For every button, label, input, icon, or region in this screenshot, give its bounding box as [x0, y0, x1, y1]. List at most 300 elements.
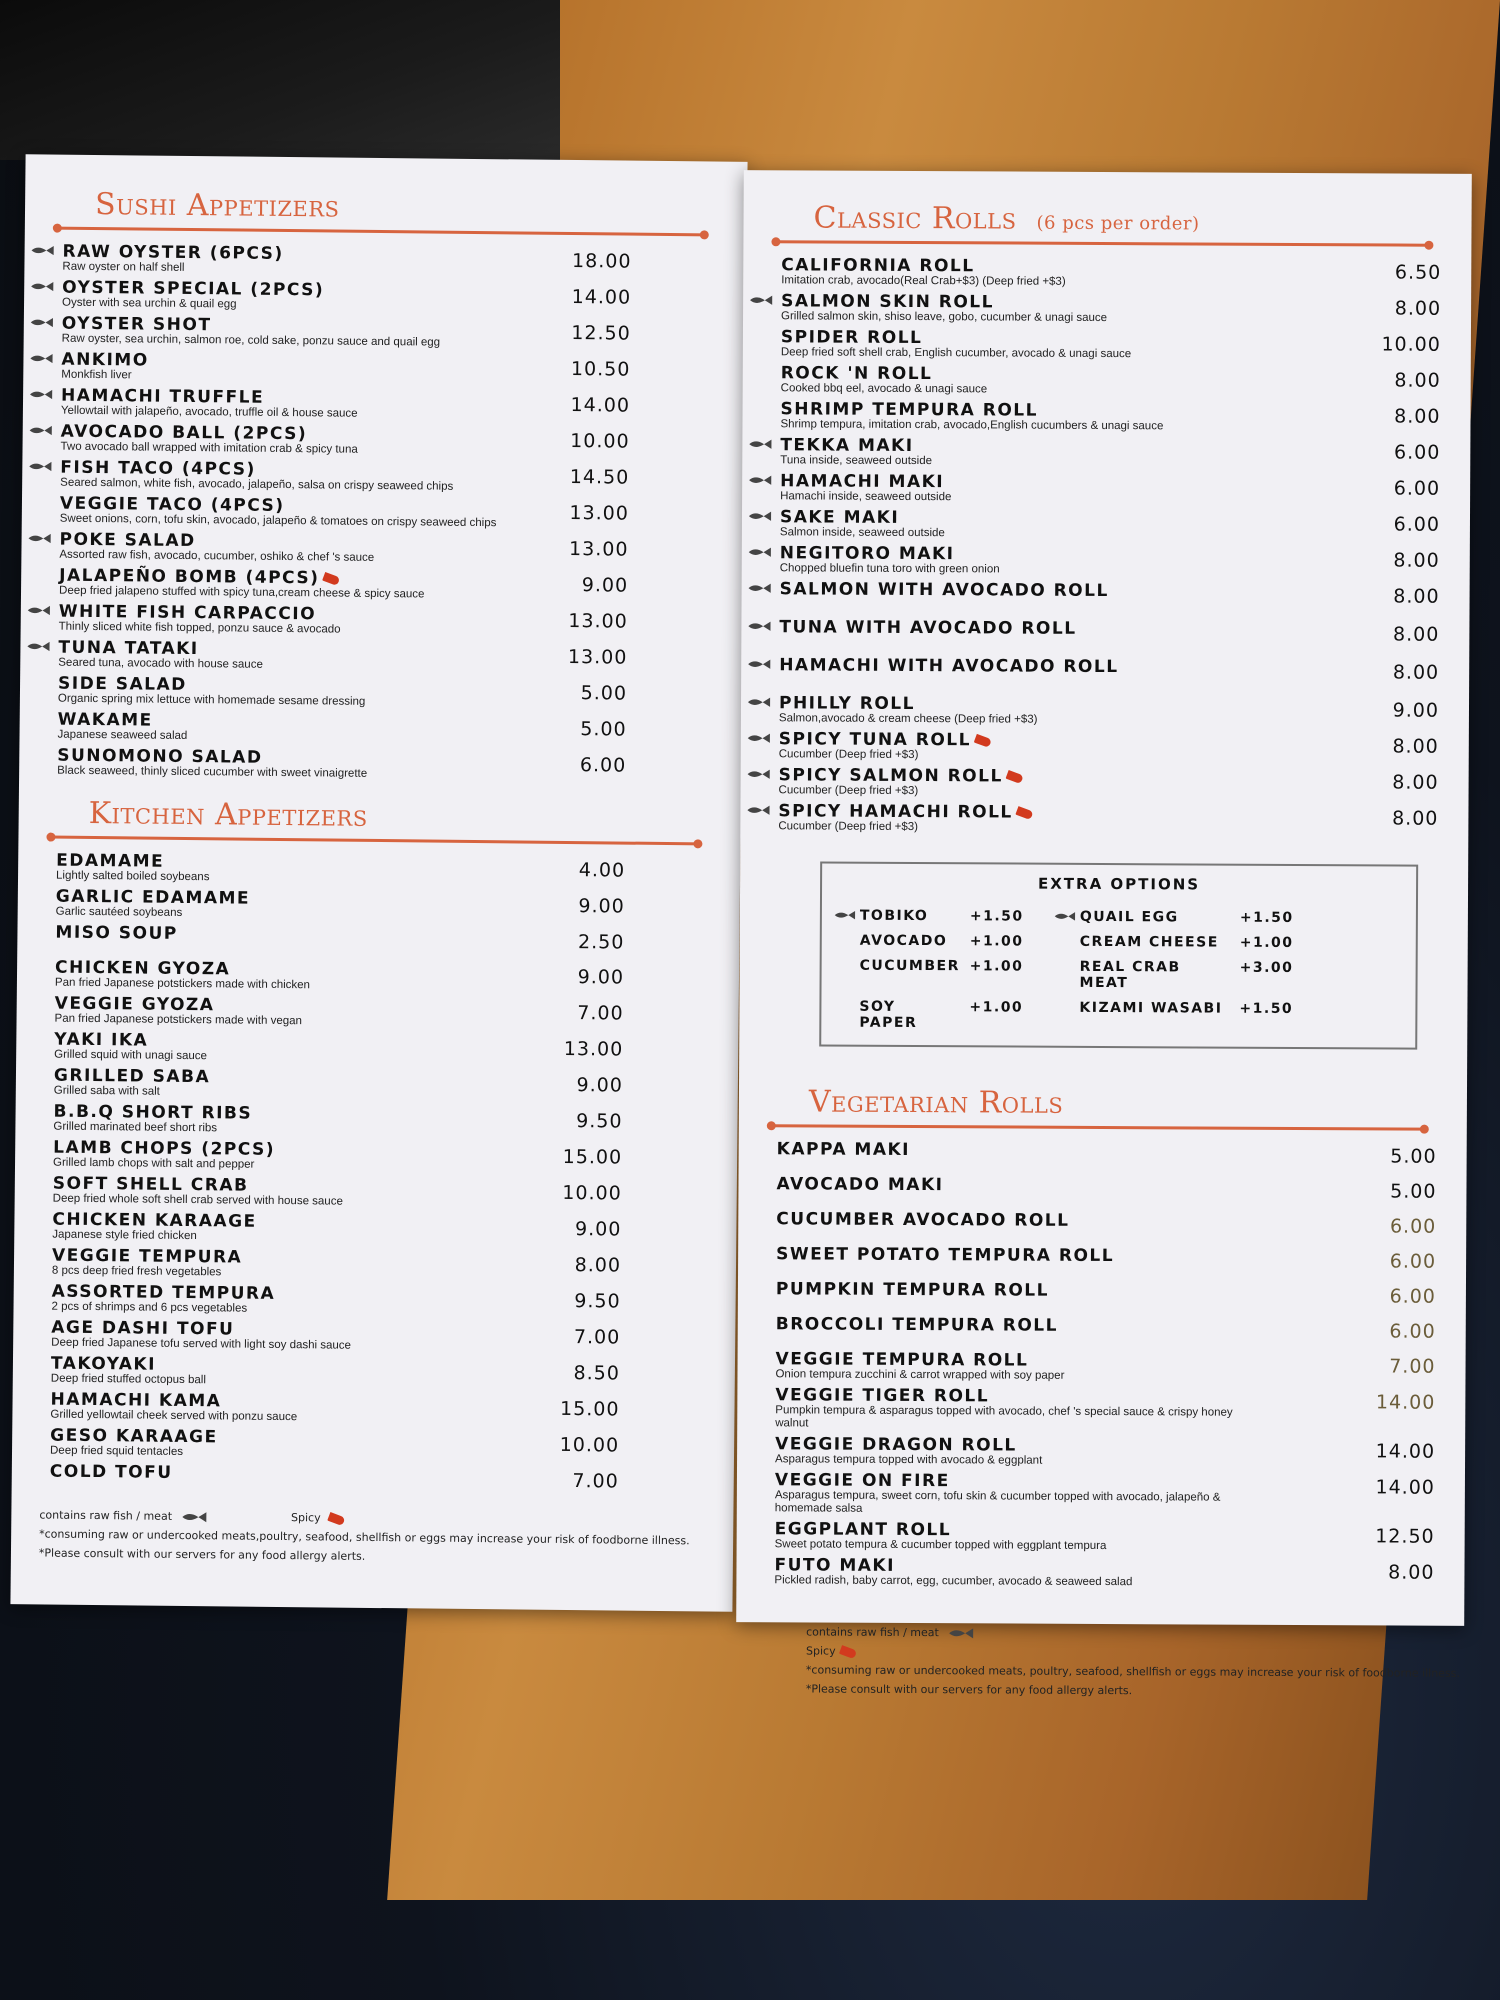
item-name: MISO SOUP — [55, 922, 178, 944]
fish-icon — [31, 244, 55, 256]
extra-option-name — [840, 908, 960, 925]
item-price: 8.00 — [1393, 585, 1440, 608]
fish-icon — [747, 768, 771, 780]
item-name: YAKI IKA — [54, 1029, 149, 1051]
vegetarian-rolls-list — [736, 1140, 1466, 1591]
item-name: OYSTER SHOT — [61, 313, 212, 336]
item-description: Sweet potato tempura & cucumber topped with eggplant tempura — [774, 1538, 1107, 1553]
extra-option-price: +1.50 — [1239, 909, 1294, 926]
item-description: Japanese seaweed salad — [57, 728, 188, 742]
item-price: 14.00 — [1375, 1476, 1435, 1499]
item-name: RAW OYSTER (6PCS) — [62, 241, 284, 264]
item-name: ASSORTED TEMPURA — [51, 1281, 276, 1304]
menu-item — [743, 328, 1471, 363]
item-name: WHITE FISH CARPACCIO — [58, 601, 317, 625]
item-name: FISH TACO (4PCS) — [60, 457, 256, 480]
item-description: Cucumber (Deep fried +$3) — [778, 784, 919, 798]
menu-item — [13, 1318, 735, 1357]
sushi-appetizers-header — [25, 186, 747, 240]
section-title: Classic Rolls — [813, 200, 1017, 237]
item-description: Imitation crab, avocado(Real Crab+$3) (Deep fried +$3) — [781, 274, 1066, 288]
item-name: AGE DASHI TOFU — [51, 1317, 235, 1340]
chili-icon — [327, 1512, 345, 1526]
fish-icon — [948, 1627, 974, 1639]
item-name: JALAPEÑO BOMB (4PCS) — [59, 567, 743, 592]
item-description: Asparagus tempura, sweet corn, tofu skin & cucumber topped with avocado, jalapeño & homemade salsa — [774, 1489, 1221, 1515]
extra-option-name — [1059, 1000, 1229, 1033]
item-price: 4.00 — [578, 859, 626, 882]
raw-legend: contains raw fish / meat — [39, 1508, 173, 1523]
item-description: Seared tuna, avocado with house sauce — [58, 656, 263, 671]
item-name: AVOCADO MAKI — [776, 1174, 944, 1196]
menu-item — [22, 458, 744, 497]
extra-option-price: +1.00 — [1239, 934, 1294, 951]
menu-item — [16, 994, 738, 1033]
fish-icon — [748, 582, 772, 594]
item-price: 7.00 — [1389, 1355, 1436, 1378]
item-name: PUMPKIN TEMPURA ROLL — [775, 1279, 1050, 1301]
footnotes-left — [11, 1497, 734, 1570]
item-price: 14.50 — [569, 465, 630, 489]
item-description: Grilled lamb chops with salt and pepper — [52, 1156, 255, 1171]
item-description: Chopped bluefin tuna toro with green onion — [779, 562, 1000, 576]
item-description: Pickled radish, baby carrot, egg, cucumber, avocado & seaweed salad — [774, 1574, 1133, 1589]
menu-item — [741, 694, 1469, 729]
item-name: ROCK 'N ROLL — [780, 363, 933, 385]
menu-item — [737, 1350, 1465, 1385]
item-name: SOFT SHELL CRAB — [52, 1173, 249, 1196]
item-price: 9.50 — [576, 1110, 623, 1133]
item-description: Seared salmon, white fish, avocado, jalapeño, salsa on crispy seaweed chips — [60, 476, 454, 493]
menu-item — [742, 400, 1470, 435]
menu-item — [20, 638, 742, 677]
menu-item — [736, 1556, 1464, 1591]
extra-option-name — [839, 999, 959, 1032]
item-price: 9.00 — [581, 574, 629, 597]
menu-item — [12, 1426, 734, 1465]
item-price: 10.00 — [1381, 333, 1441, 356]
item-description: Yellowtail with jalapeño, avocado, truffle oil & house sauce — [60, 404, 358, 420]
item-name: OYSTER SPECIAL (2PCS) — [62, 277, 325, 301]
menu-item — [18, 851, 740, 890]
item-description: Pumpkin tempura & asparagus topped with avocado, chef 's special sauce & crispy honey walnut — [775, 1404, 1233, 1430]
item-description: Asparagus tempura topped with avocado & eggplant — [775, 1453, 1043, 1467]
menu-item — [743, 292, 1471, 327]
fish-icon — [28, 460, 52, 472]
menu-item — [742, 436, 1470, 471]
item-price: 15.00 — [559, 1397, 620, 1421]
raw-legend: contains raw fish / meat — [806, 1625, 939, 1640]
item-price: 8.00 — [1394, 405, 1441, 428]
classic-rolls-list — [740, 256, 1471, 837]
item-name: SUNOMONO SALAD — [57, 745, 263, 768]
item-description: 8 pcs deep fried fresh vegetables — [51, 1264, 222, 1279]
fish-icon — [27, 604, 51, 616]
section-title: Kitchen Appetizers — [88, 795, 368, 834]
menu-item — [15, 1174, 737, 1213]
item-description: Raw oyster on half shell — [62, 260, 185, 274]
section-subtitle: (6 pcs per order) — [1036, 212, 1200, 235]
menu-item — [742, 472, 1470, 507]
item-price: 8.00 — [1392, 771, 1439, 794]
item-name: SPICY HAMACHI ROLL — [778, 802, 1468, 824]
item-price: 13.00 — [568, 537, 629, 561]
extra-option-name — [840, 933, 960, 950]
dark-background — [0, 0, 560, 160]
item-name: HAMACHI WITH AVOCADO ROLL — [779, 655, 1119, 678]
menu-item — [17, 958, 739, 997]
item-name: SALMON SKIN ROLL — [781, 291, 995, 313]
fish-icon — [30, 316, 54, 328]
item-description: Organic spring mix lettuce with homemade sesame dressing — [57, 692, 366, 708]
vegetarian-rolls-header — [739, 1084, 1467, 1134]
item-name: CALIFORNIA ROLL — [781, 255, 975, 277]
item-price: 13.00 — [563, 1037, 624, 1061]
item-name: PHILLY ROLL — [778, 693, 916, 715]
kitchen-appetizers-header — [18, 795, 740, 849]
item-price: 9.00 — [574, 1218, 622, 1241]
item-name: SALMON WITH AVOCADO ROLL — [779, 579, 1109, 602]
item-description: Shrimp tempura, imitation crab, avocado,English cucumbers & unagi sauce — [780, 418, 1164, 433]
item-price: 7.00 — [573, 1326, 621, 1349]
item-description: Deep fried soft shell crab, English cucumber, avocado & unagi sauce — [780, 346, 1132, 361]
extra-option-label: CREAM CHEESE — [1079, 933, 1219, 951]
extra-option-label: REAL CRAB MEAT — [1079, 958, 1181, 992]
item-description: Onion tempura zucchini & carrot wrapped with soy paper — [775, 1368, 1065, 1382]
item-name: EDAMAME — [56, 850, 165, 872]
item-description: Raw oyster, sea urchin, salmon roe, cold sake, ponzu sauce and quail egg — [61, 332, 441, 349]
chili-icon — [322, 571, 340, 585]
item-price: 8.00 — [1394, 297, 1442, 320]
item-name: VEGGIE GYOZA — [54, 993, 215, 1016]
item-price: 12.50 — [1375, 1525, 1435, 1548]
menu-item — [13, 1282, 735, 1321]
fish-icon — [747, 620, 771, 632]
item-price: 7.00 — [572, 1470, 619, 1493]
item-price: 10.00 — [570, 429, 630, 453]
item-description: Cucumber (Deep fried +$3) — [778, 748, 919, 762]
fish-icon — [181, 1511, 207, 1523]
fish-icon — [749, 294, 773, 306]
raw-warning: *consuming raw or undercooked meats,poultry, seafood, shellfish or eggs may increase your risk of foodborne illness. — [39, 1527, 690, 1548]
menu-item — [741, 656, 1469, 690]
menu-item — [741, 618, 1469, 652]
item-name: LAMB CHOPS (2PCS) — [53, 1137, 276, 1160]
menu-item — [21, 530, 743, 569]
item-description: Monkfish liver — [61, 368, 132, 382]
fish-icon — [29, 388, 53, 400]
item-price: 12.50 — [571, 321, 631, 345]
item-description: Cucumber (Deep fried +$3) — [778, 820, 919, 834]
item-name: HAMACHI KAMA — [50, 1389, 222, 1412]
menu-item — [18, 887, 740, 926]
item-name: CHICKEN GYOZA — [54, 957, 231, 980]
item-price: 9.00 — [578, 895, 625, 918]
chili-icon — [1016, 806, 1034, 820]
item-price: 10.00 — [562, 1181, 622, 1205]
item-name: GARLIC EDAMAME — [55, 886, 251, 909]
menu-item — [15, 1102, 737, 1141]
chili-icon — [1006, 770, 1024, 784]
item-price: 9.00 — [576, 1074, 624, 1097]
extra-option-price: +3.00 — [1239, 959, 1294, 976]
item-price: 8.00 — [1393, 549, 1440, 572]
item-price: 15.00 — [562, 1145, 623, 1169]
item-description: Deep fried Japanese tofu served with light soy dashi sauce — [51, 1336, 352, 1352]
item-price: 8.00 — [1392, 735, 1439, 758]
item-price: 6.00 — [1389, 1320, 1436, 1343]
item-price: 8.00 — [1394, 369, 1441, 392]
item-name: SWEET POTATO TEMPURA ROLL — [776, 1244, 1115, 1267]
item-description: Deep fried jalapeno stuffed with spicy tuna,cream cheese & spicy sauce — [58, 584, 425, 601]
fish-icon — [26, 640, 50, 652]
fish-icon — [1054, 911, 1076, 922]
menu-item — [738, 1175, 1466, 1209]
fish-icon — [746, 804, 770, 816]
item-description: Tuna inside, seaweed outside — [780, 454, 933, 468]
classic-rolls-header — [743, 200, 1471, 250]
item-price: 18.00 — [572, 249, 632, 273]
menu-item — [737, 1520, 1465, 1555]
item-price: 6.00 — [1393, 441, 1441, 464]
extra-options-box — [819, 862, 1418, 1050]
spicy-legend: Spicy — [806, 1644, 836, 1658]
section-title: Vegetarian Rolls — [808, 1084, 1064, 1121]
item-name: VEGGIE TEMPURA ROLL — [775, 1349, 1029, 1371]
item-description: Deep fried stuffed octopus ball — [50, 1372, 206, 1387]
item-name: EGGPLANT ROLL — [774, 1519, 952, 1541]
menu-item — [740, 802, 1468, 837]
item-price: 6.50 — [1394, 261, 1442, 284]
menu-item — [22, 494, 744, 533]
menu-item — [742, 508, 1470, 543]
spicy-legend: Spicy — [290, 1511, 321, 1525]
item-name: COLD TOFU — [49, 1461, 173, 1483]
item-price: 6.00 — [1389, 1285, 1436, 1308]
item-name: AVOCADO BALL (2PCS) — [60, 421, 308, 445]
menu-item — [14, 1210, 736, 1249]
menu-item — [742, 544, 1470, 579]
chili-icon — [839, 1645, 857, 1659]
item-name: CHICKEN KARAAGE — [52, 1209, 257, 1232]
item-price: 6.00 — [579, 754, 627, 777]
menu-item — [741, 730, 1469, 765]
item-description: Oyster with sea urchin & quail egg — [61, 296, 237, 311]
menu-item — [24, 278, 746, 317]
menu-item — [12, 1390, 734, 1429]
item-price: 5.00 — [1390, 1180, 1437, 1203]
item-description: Sweet onions, corn, tofu skin, avocado, jalapeño & tomatoes on crispy seaweed chips — [59, 512, 497, 530]
item-name: SIDE SALAD — [57, 673, 187, 695]
item-description: Garlic sautéed soybeans — [55, 905, 183, 919]
menu-item — [24, 242, 746, 281]
item-price: 9.00 — [577, 966, 625, 989]
fish-icon — [747, 732, 771, 744]
item-description: Salmon,avocado & cream cheese (Deep fried +$3) — [778, 712, 1038, 726]
menu-item — [23, 350, 745, 389]
menu-item — [13, 1354, 735, 1393]
item-name: B.B.Q SHORT RIBS — [53, 1101, 253, 1124]
item-price: 8.50 — [573, 1362, 620, 1385]
item-price: 9.00 — [1392, 699, 1440, 722]
item-price: 14.00 — [1375, 1391, 1436, 1414]
item-name: SPIDER ROLL — [780, 327, 923, 349]
menu-item — [19, 746, 741, 785]
item-name: BROCCOLI TEMPURA ROLL — [775, 1314, 1059, 1336]
item-price: 8.00 — [1393, 623, 1440, 646]
item-description: Grilled marinated beef short ribs — [53, 1120, 218, 1135]
item-description: Thinly sliced white fish topped, ponzu sauce & avocado — [58, 620, 341, 636]
menu-item — [743, 364, 1471, 399]
menu-item — [739, 1140, 1467, 1174]
extra-options-title: EXTRA OPTIONS — [1037, 874, 1201, 894]
allergy-note: *Please consult with our servers for any food allergy alerts. — [38, 1546, 366, 1563]
sushi-appetizers-list — [19, 242, 747, 785]
menu-item — [738, 1280, 1466, 1314]
item-price: 6.00 — [1393, 513, 1441, 536]
extra-option-label: QUAIL EGG — [1079, 908, 1179, 926]
item-name: VEGGIE TEMPURA — [51, 1245, 243, 1268]
item-description: 2 pcs of shrimps and 6 pcs vegetables — [51, 1300, 248, 1315]
item-name: GRILLED SABA — [53, 1065, 211, 1088]
item-name: POKE SALAD — [59, 529, 196, 552]
extra-option-price: +1.50 — [969, 908, 1024, 925]
menu-item — [742, 580, 1470, 614]
item-name: CUCUMBER AVOCADO ROLL — [776, 1209, 1070, 1231]
footnotes-right — [736, 1592, 1465, 1702]
extra-option-label: CUCUMBER — [859, 957, 960, 975]
menu-item — [16, 1030, 738, 1069]
item-price: 6.00 — [1389, 1215, 1437, 1238]
item-name: VEGGIE TIGER ROLL — [775, 1385, 990, 1407]
item-price: 2.50 — [577, 931, 625, 954]
item-name: HAMACHI MAKI — [780, 471, 945, 493]
item-price: 14.00 — [571, 285, 632, 309]
item-name: NEGITORO MAKI — [779, 543, 955, 565]
extra-option-price: +1.50 — [1239, 1000, 1294, 1017]
item-price: 6.00 — [1393, 477, 1441, 500]
item-price: 9.50 — [574, 1290, 621, 1313]
chili-icon — [974, 733, 992, 747]
item-price: 8.00 — [1392, 661, 1440, 684]
item-name: GESO KARAAGE — [50, 1425, 218, 1448]
extra-option-price: +1.00 — [969, 958, 1024, 975]
fish-icon — [29, 424, 53, 436]
menu-item — [15, 1138, 737, 1177]
kitchen-appetizers-list — [12, 851, 741, 1500]
item-description: Pan fried Japanese potstickers made with vegan — [54, 1012, 303, 1028]
item-description: Pan fried Japanese potstickers made with chicken — [54, 976, 311, 992]
menu-page-right — [736, 170, 1472, 1698]
menu-item — [17, 923, 739, 961]
menu-item — [743, 256, 1471, 291]
item-price: 8.00 — [1392, 807, 1439, 830]
menu-item — [737, 1386, 1465, 1434]
extra-option-price: +1.00 — [969, 999, 1024, 1016]
item-description: Grilled yellowtail cheek served with ponzu sauce — [50, 1408, 298, 1424]
item-price: 5.00 — [1390, 1145, 1437, 1168]
extra-option-label: AVOCADO — [859, 932, 948, 950]
item-description: Grilled squid with unagi sauce — [54, 1048, 208, 1063]
item-name: VEGGIE DRAGON ROLL — [775, 1434, 1017, 1456]
item-price: 7.00 — [577, 1002, 624, 1025]
item-name: SPICY TUNA ROLL — [779, 730, 1469, 752]
fish-icon — [747, 658, 771, 670]
item-price: 13.00 — [567, 645, 628, 669]
item-name: TEKKA MAKI — [780, 435, 914, 456]
extra-option-label: KIZAMI WASABI — [1079, 999, 1223, 1017]
item-name: SPICY SALMON ROLL — [779, 766, 1469, 788]
item-price: 13.00 — [568, 609, 628, 633]
item-description: Japanese style fried chicken — [52, 1228, 197, 1243]
item-name: TUNA TATAKI — [58, 637, 199, 660]
item-description: Grilled salmon skin, shiso leave, gobo, cucumber & unagi sauce — [781, 310, 1108, 325]
extra-option-name — [840, 958, 960, 991]
item-price: 8.00 — [1388, 1561, 1435, 1584]
menu-item — [20, 674, 742, 713]
item-name: VEGGIE ON FIRE — [774, 1470, 950, 1492]
menu-item — [12, 1462, 734, 1500]
item-name: WAKAME — [57, 709, 153, 731]
section-title: Sushi Appetizers — [94, 186, 340, 225]
fish-icon — [748, 474, 772, 486]
menu-item — [16, 1066, 738, 1105]
item-price: 5.00 — [580, 718, 627, 741]
allergy-note: *Please consult with our servers for any food allergy alerts. — [805, 1682, 1133, 1698]
extra-option-name — [1060, 909, 1230, 926]
extra-option-label: SOY PAPER — [859, 998, 918, 1032]
item-price: 10.00 — [559, 1433, 620, 1457]
item-price: 14.00 — [570, 393, 631, 417]
item-description: Black seaweed, thinly sliced cucumber with sweet vinaigrette — [57, 764, 368, 780]
item-description: Cooked bbq eel, avocado & unagi sauce — [780, 382, 988, 396]
fish-icon — [748, 546, 772, 558]
menu-item — [22, 422, 744, 461]
item-name: ANKIMO — [61, 349, 149, 371]
item-description: Deep fried whole soft shell crab served with house sauce — [52, 1192, 343, 1208]
menu-item — [737, 1435, 1465, 1470]
item-description: Assorted raw fish, avocado, cucumber, oshiko & chef 's sauce — [59, 548, 375, 564]
raw-warning: *consuming raw or undercooked meats, poultry, seafood, shellfish or eggs may increase your risk of foodborne illness. — [805, 1663, 1460, 1680]
menu-item — [19, 710, 741, 749]
menu-item — [21, 566, 743, 605]
menu-item — [21, 602, 743, 641]
item-description: Two avocado ball wrapped with imitation crab & spicy tuna — [60, 440, 358, 456]
item-name: TUNA WITH AVOCADO ROLL — [779, 617, 1077, 639]
menu-page-left — [10, 154, 747, 1611]
menu-item — [738, 1245, 1466, 1279]
fish-icon — [748, 438, 772, 450]
item-price: 14.00 — [1375, 1440, 1436, 1463]
item-price: 6.00 — [1389, 1250, 1437, 1273]
item-name: TAKOYAKI — [50, 1353, 157, 1375]
fish-icon — [28, 532, 52, 544]
item-description: Grilled saba with salt — [53, 1084, 160, 1098]
fish-icon — [30, 280, 54, 292]
item-description: Hamachi inside, seaweed outside — [780, 490, 952, 504]
menu-item — [737, 1471, 1465, 1519]
item-price: 5.00 — [580, 682, 628, 705]
menu-item — [23, 386, 745, 425]
extra-option-label: TOBIKO — [859, 907, 929, 925]
extra-option-name — [1060, 934, 1230, 951]
extra-option-name — [1060, 959, 1230, 992]
menu-item — [24, 314, 746, 353]
menu-item — [741, 766, 1469, 801]
menu-item — [738, 1315, 1466, 1349]
item-price: 10.50 — [570, 357, 631, 381]
item-name: FUTO MAKI — [774, 1555, 896, 1576]
